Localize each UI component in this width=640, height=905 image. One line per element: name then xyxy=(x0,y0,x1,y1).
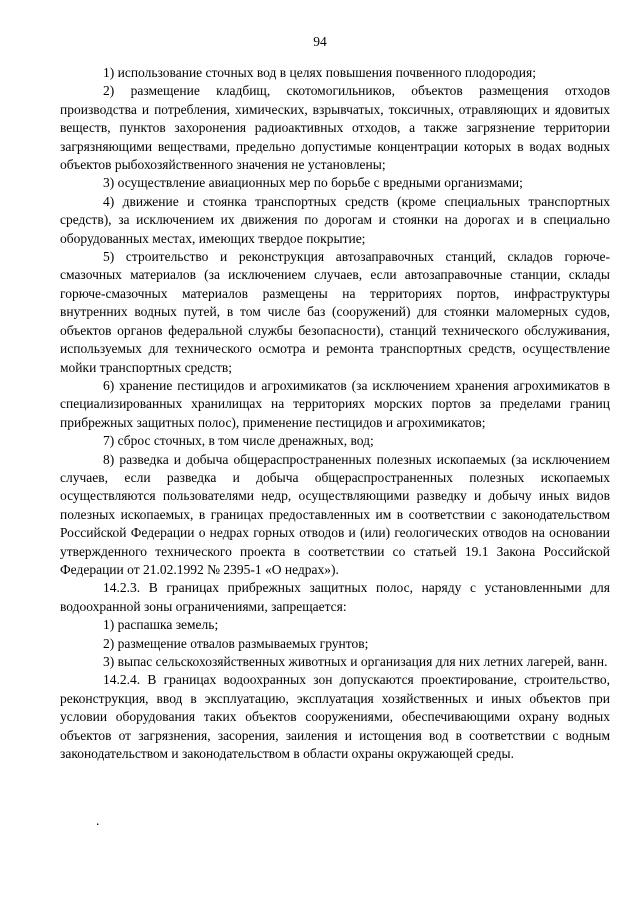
list-item-vehicle-traffic: 4) движение и стоянка транспортных средств (кроме специальных транспортных средств), за исключением их движения по дорогам и стоянки на дорогах и в специально оборудованных местах, имеющих твердое покрытие; xyxy=(60,193,610,246)
list-item-sewage-use: 1) использование сточных вод в целях повышения почвенного плодородия; xyxy=(103,65,536,80)
document-body xyxy=(60,64,610,763)
list-item-livestock-grazing: 3) выпас сельскохозяйственных животных и организация для них летних лагерей, ванн. xyxy=(103,654,608,669)
section-14-2-3-heading: 14.2.3. В границах прибрежных защитных полос, наряду с установленными для водоохранной зоны ограничениями, запрещается: xyxy=(60,580,610,614)
list-item-wastewater-discharge: 7) сброс сточных, в том числе дренажных, вод; xyxy=(103,433,374,449)
list-item-fuel-stations: 5) строительство и реконструкция автозаправочных станций, складов горюче-смазочных материалов (за исключением случаев, если автозаправочные станции, склады горюче-смазочных материалов размещены на территориях портов, инфраструктуры внутренних водных путей, в том числе баз (сооружений) для стоянки маломерных судов, объектов органов федеральной службы безопасности), станций технического обслуживания, используемых для технического осмотра и ремонта транспортных средств, осуществление мойки транспортных средств; xyxy=(60,249,610,375)
list-item-mineral-extraction: 8) разведка и добыча общераспространенных полезных ископаемых (за исключением случаев, если разведка и добыча общераспространенных полезных ископаемых осуществляются пользователями недр, осуществляющими разведку и добычу иных видов полезных ископаемых, в границах предоставленных им в соответствии с законодательством Российской Федерации о недрах горных отводов и (или) геологических отводов на основании утвержденного технического проекта в соответствии со статьей 19.1 Закона Российской Федерации от 21.02.1992 № 2395-1 «О недрах»). xyxy=(60,451,610,577)
trailing-mark: . xyxy=(96,813,100,828)
page-number: 94 xyxy=(313,34,327,49)
list-item-aviation-measures: 3) осуществление авиационных мер по борьбе с вредными организмами; xyxy=(103,175,523,191)
list-item-cemeteries-waste: 2) размещение кладбищ, скотомогильников, объектов размещения отходов производства и потребления, химических, взрывчатых, токсичных, отравляющих и ядовитых веществ, пунктов захоронения радиоактивных отходов, а также загрязнение территории загрязняющими веществами, предельно допустимые концентрации которых в водах водных объектов рыбохозяйственного значения не установлены; xyxy=(60,83,610,173)
list-item-pesticides: 6) хранение пестицидов и агрохимикатов (за исключением хранения агрохимикатов в специализированных хранилищах на территориях морских портов за пределами границ прибрежных защитных полос), применение пестицидов и агрохимикатов; xyxy=(60,377,610,430)
list-item-ploughing: 1) распашка земель; xyxy=(103,617,219,633)
section-14-2-4-paragraph: 14.2.4. В границах водоохранных зон допускаются проектирование, строительство, реконструкция, ввод в эксплуатацию, эксплуатация хозяйственных и иных объектов при условии оборудования таких объектов сооружениями, обеспечивающими охрану водных объектов от загрязнения, засорения, заиления и истощения вод в соответствии с водным законодательством и законодательством в области охраны окружающей среды. xyxy=(60,672,610,762)
list-item-soil-dumps: 2) размещение отвалов размываемых грунтов; xyxy=(103,635,369,651)
